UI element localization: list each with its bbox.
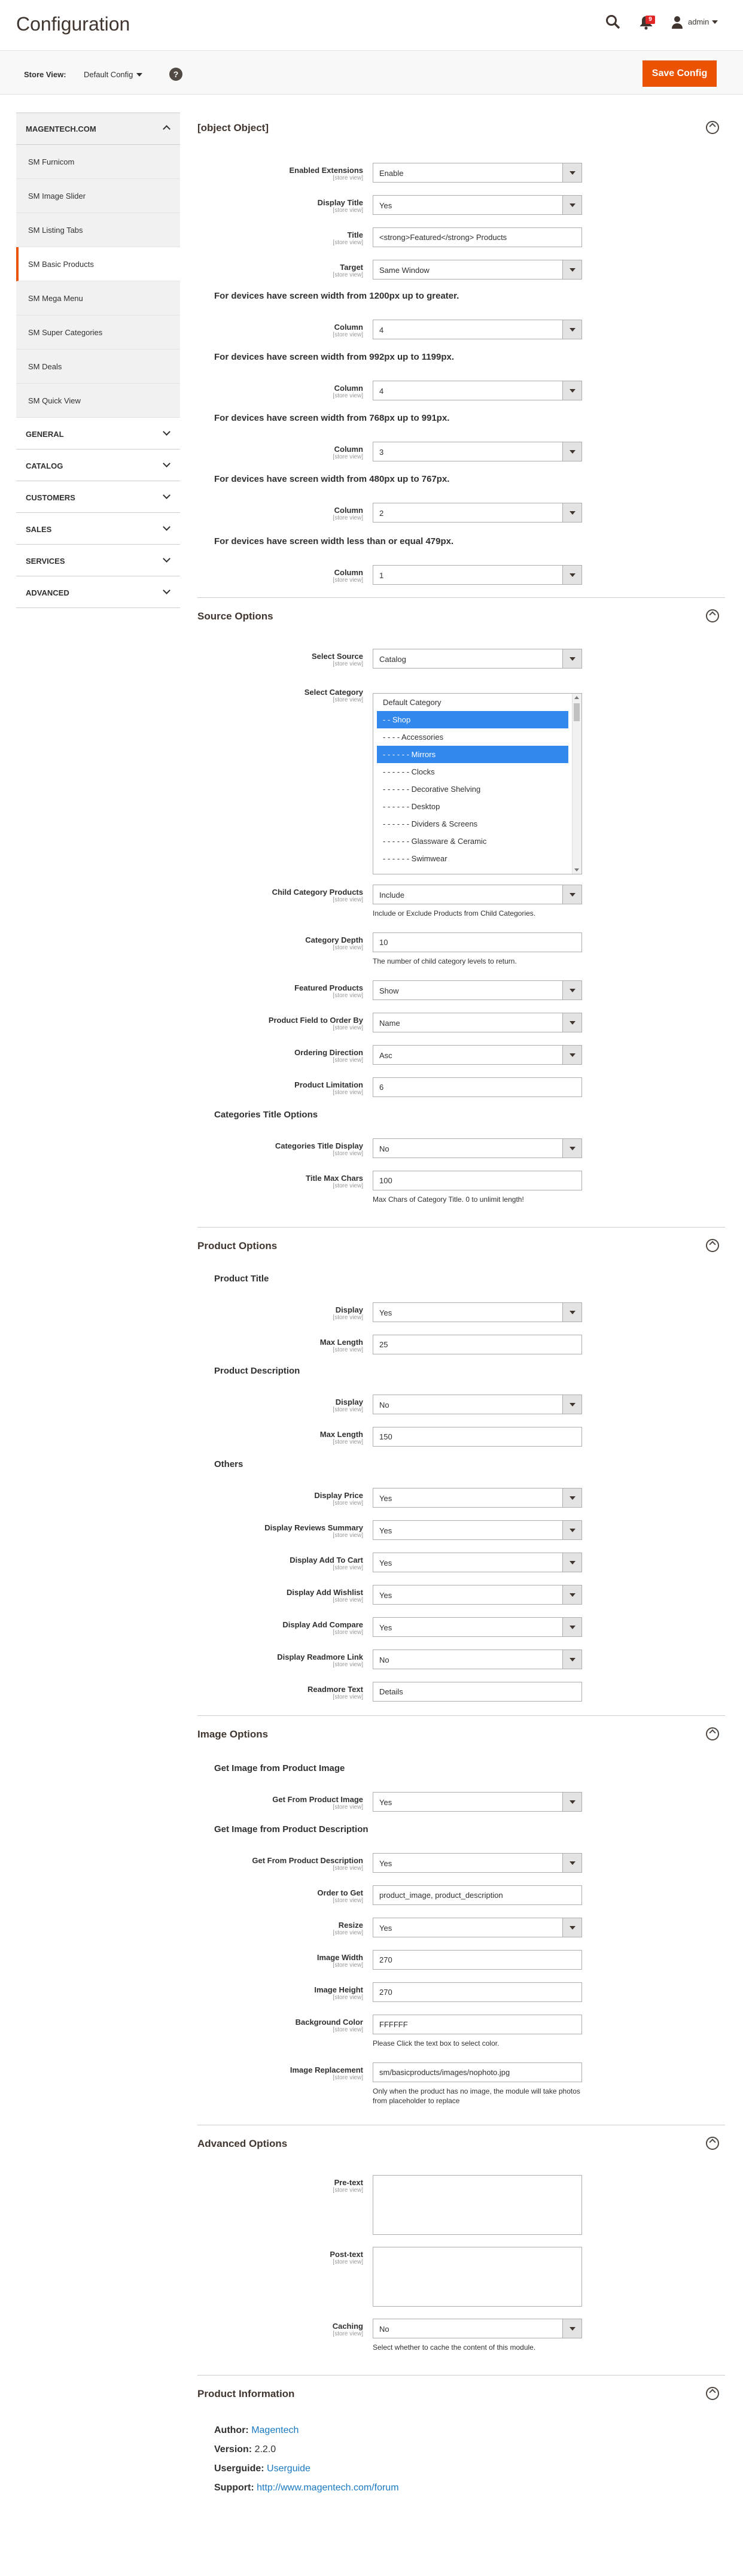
general-options-title[interactable]: [object Object] [197,122,269,133]
column-label: Column [334,506,363,515]
chevron-down-icon [562,1585,581,1604]
chevron-down-icon [562,1521,581,1539]
store-view-scope: [store view] [333,897,363,903]
chevron-down-icon [163,428,170,436]
sidebar-section-customers[interactable] [16,481,180,513]
store-view-scope: [store view] [333,1694,363,1700]
store-view-scope: [store view] [333,1532,363,1539]
chevron-down-icon [562,163,581,182]
product-field-order-by-value: Name [379,1019,400,1028]
store-view-scope: [store view] [333,661,363,667]
title-max-chars-note: Max Chars of Category Title. 0 to unlimit length! [373,1195,524,1204]
select-source-select[interactable] [373,649,582,669]
store-view-scope: [store view] [333,1597,363,1603]
collapse-icon[interactable] [706,1239,719,1252]
background-color-input[interactable]: FFFFFF [373,2015,582,2034]
product-title-max-length-label: Max Length [319,1338,363,1347]
store-view-scope: [store view] [333,239,363,246]
user-name[interactable]: admin [688,17,709,26]
scope-bar [0,50,743,95]
sidebar-section-label: CATALOG [26,461,63,470]
collapse-icon[interactable] [706,609,719,622]
title-max-chars-input[interactable]: 100 [373,1171,582,1190]
scrollbar[interactable] [572,694,581,874]
store-view-scope: [store view] [333,944,363,951]
image-height-label: Image Height [314,1985,363,1994]
category-option[interactable]: - - - - - - Dividers & Screens [383,819,478,828]
store-view-scope: [store view] [333,1897,363,1904]
display-title-value: Yes [379,201,392,210]
store-view-scope: [store view] [333,1314,363,1321]
child-category-products-value: Include [379,891,404,900]
column-select[interactable] [373,442,582,461]
sidebar-section-label: CUSTOMERS [26,493,75,502]
display-add-to-cart-label: Display Add To Cart [290,1556,363,1565]
caching-note: Select whether to cache the content of this module. [373,2343,536,2352]
pre-text-label: Pre-text [334,2178,363,2187]
device-heading: For devices have screen width less than or equal 479px. [214,536,454,546]
title-max-chars-label: Title Max Chars [306,1174,363,1183]
display-add-wishlist-value: Yes [379,1591,392,1600]
title-input[interactable]: <strong>Featured</strong> Products [373,227,582,247]
sidebar-group-label: MAGENTECH.COM [26,124,96,133]
display-price-select[interactable] [373,1488,582,1508]
store-view-scope: [store view] [333,2259,363,2265]
collapse-icon[interactable] [706,2387,719,2400]
image-replacement-label: Image Replacement [290,2065,363,2074]
chevron-down-icon [562,1918,581,1937]
background-color-label: Background Color [295,2018,363,2027]
store-view-scope: [store view] [333,1804,363,1811]
info-label: Author: [214,2425,252,2435]
chevron-down-icon [163,587,170,594]
chevron-down-icon[interactable] [574,868,579,871]
page-header [0,0,743,50]
product-title-heading: Product Title [214,1274,269,1284]
display-reviews-summary-label: Display Reviews Summary [264,1523,363,1532]
sidebar-item-label: SM Mega Menu [28,294,83,303]
column-value: 3 [379,448,384,457]
caching-select[interactable] [373,2319,582,2338]
child-category-products-label: Child Category Products [272,888,363,897]
sidebar-item-sm-deals[interactable] [16,350,180,384]
column-label: Column [334,323,363,332]
info-author [214,2425,299,2436]
source-options-title[interactable]: Source Options [197,610,273,622]
others-heading: Others [214,1459,243,1469]
sidebar-item-label: SM Furnicom [28,157,75,166]
help-icon[interactable]: ? [169,68,182,81]
get-from-product-image-select[interactable] [373,1792,582,1812]
sidebar-section-advanced[interactable] [16,576,180,608]
chevron-down-icon [163,491,170,499]
product-description-display-value: No [379,1401,389,1409]
display-title-select[interactable] [373,195,582,215]
column-select[interactable] [373,320,582,339]
image-height-input[interactable]: 270 [373,1982,582,2002]
column-value: 1 [379,571,384,580]
get-image-description-heading: Get Image from Product Description [214,1824,369,1834]
sidebar-section-label: GENERAL [26,430,64,439]
info-version [214,2444,276,2455]
store-view-scope: [store view] [333,515,363,521]
image-options-title[interactable]: Image Options [197,1729,269,1740]
display-add-to-cart-value: Yes [379,1559,392,1568]
store-view-scope: [store view] [333,2187,363,2194]
product-field-order-by-label: Product Field to Order By [268,1016,363,1025]
chevron-down-icon [562,1013,581,1032]
display-add-wishlist-select[interactable] [373,1585,582,1605]
category-option[interactable]: - - - - - - Desktop [383,802,440,811]
display-add-to-cart-select[interactable] [373,1553,582,1572]
category-option[interactable]: - - - - - - Mirrors [377,746,568,763]
chevron-down-icon [562,1046,581,1064]
category-option[interactable]: - - - - - - Glassware & Ceramic [383,837,487,846]
display-reviews-summary-value: Yes [379,1526,392,1535]
info-label: Userguide: [214,2463,267,2474]
resize-label: Resize [338,1921,363,1930]
categories-title-display-value: No [379,1144,389,1153]
display-title-label: Display Title [317,198,363,207]
post-text-label: Post-text [330,2250,363,2259]
featured-products-value: Show [379,986,399,995]
chevron-down-icon [163,555,170,563]
chevron-down-icon [163,460,170,467]
store-view-scope: [store view] [333,1089,363,1096]
scope-label: Store View: [24,70,66,79]
chevron-down-icon [562,442,581,461]
store-view-scope: [store view] [333,454,363,460]
section-divider [197,1227,725,1228]
category-option[interactable]: Default Category [383,698,441,707]
chevron-down-icon [562,320,581,339]
select-source-label: Select Source [312,652,363,661]
category-option[interactable]: - - - - - - Clocks [383,767,435,776]
store-view-scope: [store view] [333,1347,363,1353]
chevron-down-icon [562,1303,581,1322]
chevron-up-icon[interactable] [574,696,579,699]
chevron-down-icon [562,1553,581,1572]
product-title-max-length-input[interactable]: 25 [373,1335,582,1354]
chevron-down-icon [562,2319,581,2338]
sidebar-section-general[interactable] [16,418,180,449]
get-from-product-description-select[interactable] [373,1853,582,1873]
display-add-compare-label: Display Add Compare [282,1620,363,1629]
product-information-title[interactable]: Product Information [197,2388,295,2399]
store-view-scope: [store view] [333,1183,363,1189]
store-view-scope: [store view] [333,1500,363,1506]
column-select[interactable] [373,381,582,400]
store-view-scope: [store view] [333,1629,363,1636]
search-icon[interactable] [605,14,621,30]
user-icon[interactable] [671,16,683,29]
category-option[interactable]: - - Shop [377,711,568,728]
sidebar-section-catalog[interactable] [16,449,180,481]
collapse-icon[interactable] [706,1727,719,1740]
display-readmore-link-select[interactable] [373,1650,582,1669]
get-from-product-description-label: Get From Product Description [252,1856,363,1865]
info-label: Version: [214,2444,255,2455]
target-label: Target [340,263,363,272]
display-price-value: Yes [379,1494,392,1503]
product-title-display-value: Yes [379,1308,392,1317]
sidebar-item-sm-basic-products[interactable] [16,247,180,281]
store-view-scope: [store view] [333,2027,363,2033]
chevron-down-icon [163,523,170,531]
product-title-display-select[interactable] [373,1302,582,1322]
info-label: Support: [214,2483,257,2493]
sidebar-item-label: SM Image Slider [28,192,86,201]
caching-value: No [379,2325,389,2334]
version-value: 2.2.0 [254,2444,276,2455]
enabled-extensions-label: Enabled Extensions [289,166,363,175]
enabled-extensions-select[interactable] [373,163,582,183]
notification-badge: 9 [645,16,655,24]
save-config-button[interactable]: Save Config [642,60,717,87]
category-depth-label: Category Depth [305,935,363,944]
chevron-down-icon [562,885,581,904]
image-width-label: Image Width [316,1953,363,1962]
device-heading: For devices have screen width from 992px up to 1199px. [214,352,454,362]
chevron-down-icon [562,260,581,279]
column-value: 4 [379,387,384,396]
sidebar-item-sm-mega-menu[interactable] [16,281,180,315]
chevron-up-icon [163,125,170,133]
display-readmore-link-value: No [379,1655,389,1664]
chevron-down-icon [562,1618,581,1636]
get-from-product-description-value: Yes [379,1859,392,1868]
sidebar-item-label: SM Listing Tabs [28,226,83,235]
featured-products-label: Featured Products [294,983,363,992]
category-depth-note: The number of child category levels to return. [373,957,517,965]
categories-title-display-select[interactable] [373,1138,582,1158]
store-view-scope: [store view] [333,1994,363,2001]
select-category-label: Select Category [304,688,363,697]
store-view-scope: [store view] [333,272,363,278]
product-description-display-select[interactable] [373,1395,582,1414]
sidebar-item-label: SM Super Categories [28,328,103,337]
enabled-extensions-value: Enable [379,169,404,178]
store-view-scope: [store view] [333,1025,363,1031]
child-category-note: Include or Exclude Products from Child Categories. [373,909,536,918]
column-label: Column [334,568,363,577]
category-option[interactable]: - - - - - - Swimwear [383,854,447,863]
product-description-max-length-input[interactable]: 150 [373,1427,582,1447]
chevron-down-icon[interactable] [136,73,142,77]
category-option[interactable]: - - - - - - Decorative Shelving [383,785,481,794]
sidebar-group-magentech[interactable] [16,113,180,145]
store-view-scope: [store view] [333,697,363,703]
image-replacement-input[interactable]: sm/basicproducts/images/nophoto.jpg [373,2062,582,2082]
chevron-down-icon [562,381,581,400]
store-view-scope: [store view] [333,1057,363,1064]
sidebar-section-label: SERVICES [26,557,65,566]
store-view-scope: [store view] [333,2074,363,2081]
caching-label: Caching [332,2322,363,2331]
page-title: Configuration [16,13,130,35]
resize-value: Yes [379,1924,392,1933]
product-title-display-label: Display [335,1305,363,1314]
background-color-note: Please Click the text box to select color. [373,2039,500,2048]
device-heading: For devices have screen width from 480px up to 767px. [214,474,450,484]
chevron-down-icon [562,196,581,214]
device-heading: For devices have screen width from 1200px up to greater. [214,291,459,301]
sidebar-item-label: SM Quick View [28,396,81,405]
store-view-scope: [store view] [333,1661,363,1668]
chevron-down-icon [562,649,581,668]
section-divider [197,1715,725,1716]
featured-products-select[interactable] [373,980,582,1000]
product-limitation-label: Product Limitation [294,1080,363,1089]
store-view-scope: [store view] [333,1439,363,1445]
scope-switcher[interactable]: Default Config [84,70,133,79]
chevron-down-icon [562,1854,581,1872]
categories-title-heading: Categories Title Options [214,1110,318,1120]
device-heading: For devices have screen width from 768px up to 991px. [214,413,450,423]
collapse-icon[interactable] [706,121,719,134]
get-image-product-heading: Get Image from Product Image [214,1763,345,1773]
pre-text-textarea[interactable] [373,2175,582,2235]
sidebar-item-sm-super-categories[interactable] [16,315,180,350]
chevron-down-icon [562,503,581,522]
product-options-title[interactable]: Product Options [197,1240,278,1251]
image-replacement-note: Only when the product has no image, the module will take photos from placeholder to replace [373,2087,580,2105]
store-view-scope: [store view] [333,2331,363,2337]
support-link[interactable]: http://www.magentech.com/forum [257,2483,399,2493]
sidebar-item-sm-image-slider[interactable] [16,179,180,213]
target-select[interactable] [373,260,582,280]
store-view-scope: [store view] [333,393,363,399]
sidebar-section-label: SALES [26,525,52,534]
sidebar-item-sm-quick-view[interactable] [16,384,180,418]
post-text-textarea[interactable] [373,2247,582,2307]
store-view-scope: [store view] [333,577,363,584]
chevron-down-icon [562,981,581,1000]
chevron-down-icon [562,566,581,584]
column-value: 2 [379,509,384,518]
chevron-down-icon [562,1650,581,1669]
category-option[interactable]: - - - - Accessories [383,733,444,742]
store-view-scope: [store view] [333,992,363,999]
select-source-value: Catalog [379,655,406,664]
get-from-product-image-value: Yes [379,1798,392,1807]
chevron-down-icon [562,1139,581,1158]
column-label: Column [334,384,363,393]
product-description-max-length-label: Max Length [319,1430,363,1439]
child-category-products-select[interactable] [373,885,582,904]
userguide-link[interactable]: Userguide [267,2463,310,2474]
sidebar-section-services[interactable] [16,545,180,576]
categories-title-display-label: Categories Title Display [275,1141,363,1150]
get-from-product-image-label: Get From Product Image [272,1795,363,1804]
sidebar-section-label: ADVANCED [26,588,69,597]
chevron-down-icon [562,1489,581,1507]
image-width-input[interactable]: 270 [373,1950,582,1970]
ordering-direction-value: Asc [379,1051,392,1060]
display-readmore-link-label: Display Readmore Link [277,1652,363,1661]
display-reviews-summary-select[interactable] [373,1520,582,1540]
display-add-compare-select[interactable] [373,1617,582,1637]
display-add-wishlist-label: Display Add Wishlist [287,1588,363,1597]
magentech-link[interactable]: Magentech [251,2425,299,2435]
product-description-display-label: Display [335,1398,363,1407]
advanced-options-title[interactable]: Advanced Options [197,2138,288,2149]
sidebar-item-sm-furnicom[interactable] [16,145,180,179]
column-select[interactable] [373,565,582,585]
column-select[interactable] [373,503,582,523]
order-to-get-input[interactable]: product_image, product_description [373,1885,582,1905]
chevron-down-icon[interactable] [712,20,718,24]
product-field-order-by-select[interactable] [373,1013,582,1032]
store-view-scope: [store view] [333,1565,363,1571]
chevron-down-icon [562,1395,581,1414]
product-description-heading: Product Description [214,1366,300,1376]
title-label: Title [347,230,363,239]
sidebar-item-sm-listing-tabs[interactable] [16,213,180,247]
sidebar-item-label: SM Basic Products [28,260,94,269]
sidebar-item-label: SM Deals [28,362,62,371]
order-to-get-label: Order to Get [317,1888,363,1897]
sidebar-section-sales[interactable] [16,513,180,545]
chevron-down-icon [562,1793,581,1811]
section-divider [197,597,725,598]
store-view-scope: [store view] [333,1407,363,1413]
display-price-label: Display Price [314,1491,363,1500]
store-view-scope: [store view] [333,1150,363,1157]
collapse-icon[interactable] [706,2137,719,2150]
column-value: 4 [379,326,384,335]
info-guide [214,2463,310,2474]
category-depth-input[interactable]: 10 [373,932,582,952]
config-sidebar [16,113,180,608]
target-value: Same Window [379,266,430,275]
store-view-scope: [store view] [333,207,363,214]
ordering-direction-select[interactable] [373,1045,582,1065]
display-add-compare-value: Yes [379,1623,392,1632]
readmore-text-input[interactable]: Details [373,1682,582,1702]
product-limitation-input[interactable]: 6 [373,1077,582,1097]
column-label: Column [334,445,363,454]
store-view-scope: [store view] [333,1962,363,1969]
store-view-scope: [store view] [333,1865,363,1872]
resize-select[interactable] [373,1918,582,1937]
info-support [214,2483,399,2493]
store-view-scope: [store view] [333,1930,363,1936]
ordering-direction-label: Ordering Direction [294,1048,363,1057]
readmore-text-label: Readmore Text [307,1685,363,1694]
store-view-scope: [store view] [333,332,363,338]
category-multiselect[interactable] [373,693,582,874]
store-view-scope: [store view] [333,175,363,181]
scrollbar-thumb[interactable] [574,703,580,721]
